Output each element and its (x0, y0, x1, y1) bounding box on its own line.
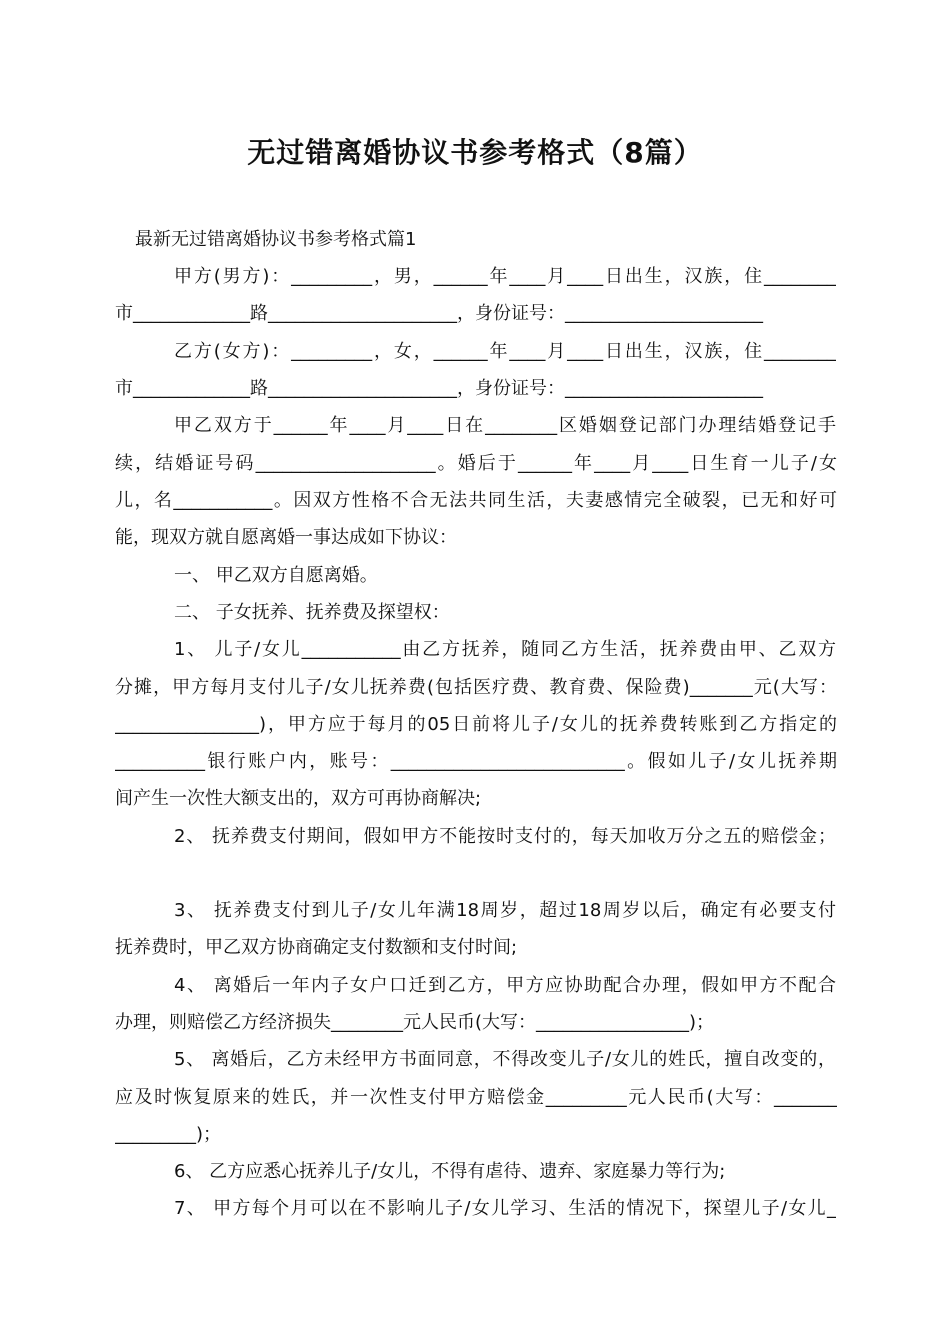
paragraph-line: 市_____________路_____________________，身份证号：______________________ (115, 303, 763, 324)
paragraph-line: 分摊，甲方每月支付儿子/女儿抚养费(包括医疗费、教育费、保险费)_______元(大写： (115, 677, 837, 698)
paragraph-line: 3、 抚养费支付到儿子/女儿年满18周岁，超过18周岁以后，确定有必要支付 (174, 900, 836, 921)
paragraph-line: 市_____________路_____________________，身份证号：______________________ (115, 378, 763, 399)
paragraph-line: 应及时恢复原来的姓氏，并一次性支付甲方赔偿金_________元人民币(大写：_______ (115, 1087, 837, 1108)
clause-heading: 一、 甲乙双方自愿离婚。 (174, 565, 378, 586)
paragraph-line: __________银行账户内，账号：__________________________。假如儿子/女儿抚养期 (115, 751, 837, 772)
paragraph-line: 续，结婚证号码____________________。婚后于______年____月____日生育一儿子/女 (115, 453, 837, 474)
paragraph-line: 甲方(男方)：_________，男，______年____月____日出生，汉族，住________ (174, 266, 836, 287)
paragraph-line: ________________)，甲方应于每月的05日前将儿子/女儿的抚养费转账到乙方指定的 (115, 714, 837, 735)
section-heading: 最新无过错离婚协议书参考格式篇1 (135, 229, 417, 250)
paragraph-line: 5、 离婚后，乙方未经甲方书面同意，不得改变儿子/女儿的姓氏，擅自改变的， (174, 1049, 836, 1070)
paragraph-line: _________)； (115, 1124, 222, 1145)
paragraph-line: 1、 儿子/女儿___________由乙方抚养，随同乙方生活，抚养费由甲、乙双方 (174, 639, 836, 660)
paragraph-line: 4、 离婚后一年内子女户口迁到乙方，甲方应协助配合办理，假如甲方不配合 (174, 975, 836, 996)
clause-heading: 二、 子女抚养、抚养费及探望权： (174, 602, 450, 623)
paragraph-line: 儿，名___________。因双方性格不合无法共同生活，夫妻感情完全破裂，已无和好可 (115, 490, 837, 511)
paragraph-line: 2、 抚养费支付期间，假如甲方不能按时支付的，每天加收万分之五的赔偿金； (174, 826, 836, 847)
document-title: 无过错离婚协议书参考格式（8篇） (247, 136, 703, 169)
paragraph-line: 乙方(女方)：_________，女，______年____月____日出生，汉族，住________ (174, 341, 836, 362)
paragraph-line: 6、 乙方应悉心抚养儿子/女儿，不得有虐待、遗弃、家庭暴力等行为; (174, 1161, 726, 1182)
paragraph-line: 间产生一次性大额支出的，双方可再协商解决; (115, 788, 482, 809)
paragraph-line: 能，现双方就自愿离婚一事达成如下协议： (115, 527, 457, 548)
paragraph-line: 抚养费时，甲乙双方协商确定支付数额和支付时间; (115, 937, 518, 958)
paragraph-line: 7、 甲方每个月可以在不影响儿子/女儿学习、生活的情况下，探望儿子/女儿_ (174, 1198, 836, 1219)
paragraph-line: 甲乙双方于______年____月____日在________区婚姻登记部门办理结婚登记手 (174, 415, 836, 436)
paragraph-line: 办理，则赔偿乙方经济损失________元人民币(大写：_________________)； (115, 1012, 715, 1033)
